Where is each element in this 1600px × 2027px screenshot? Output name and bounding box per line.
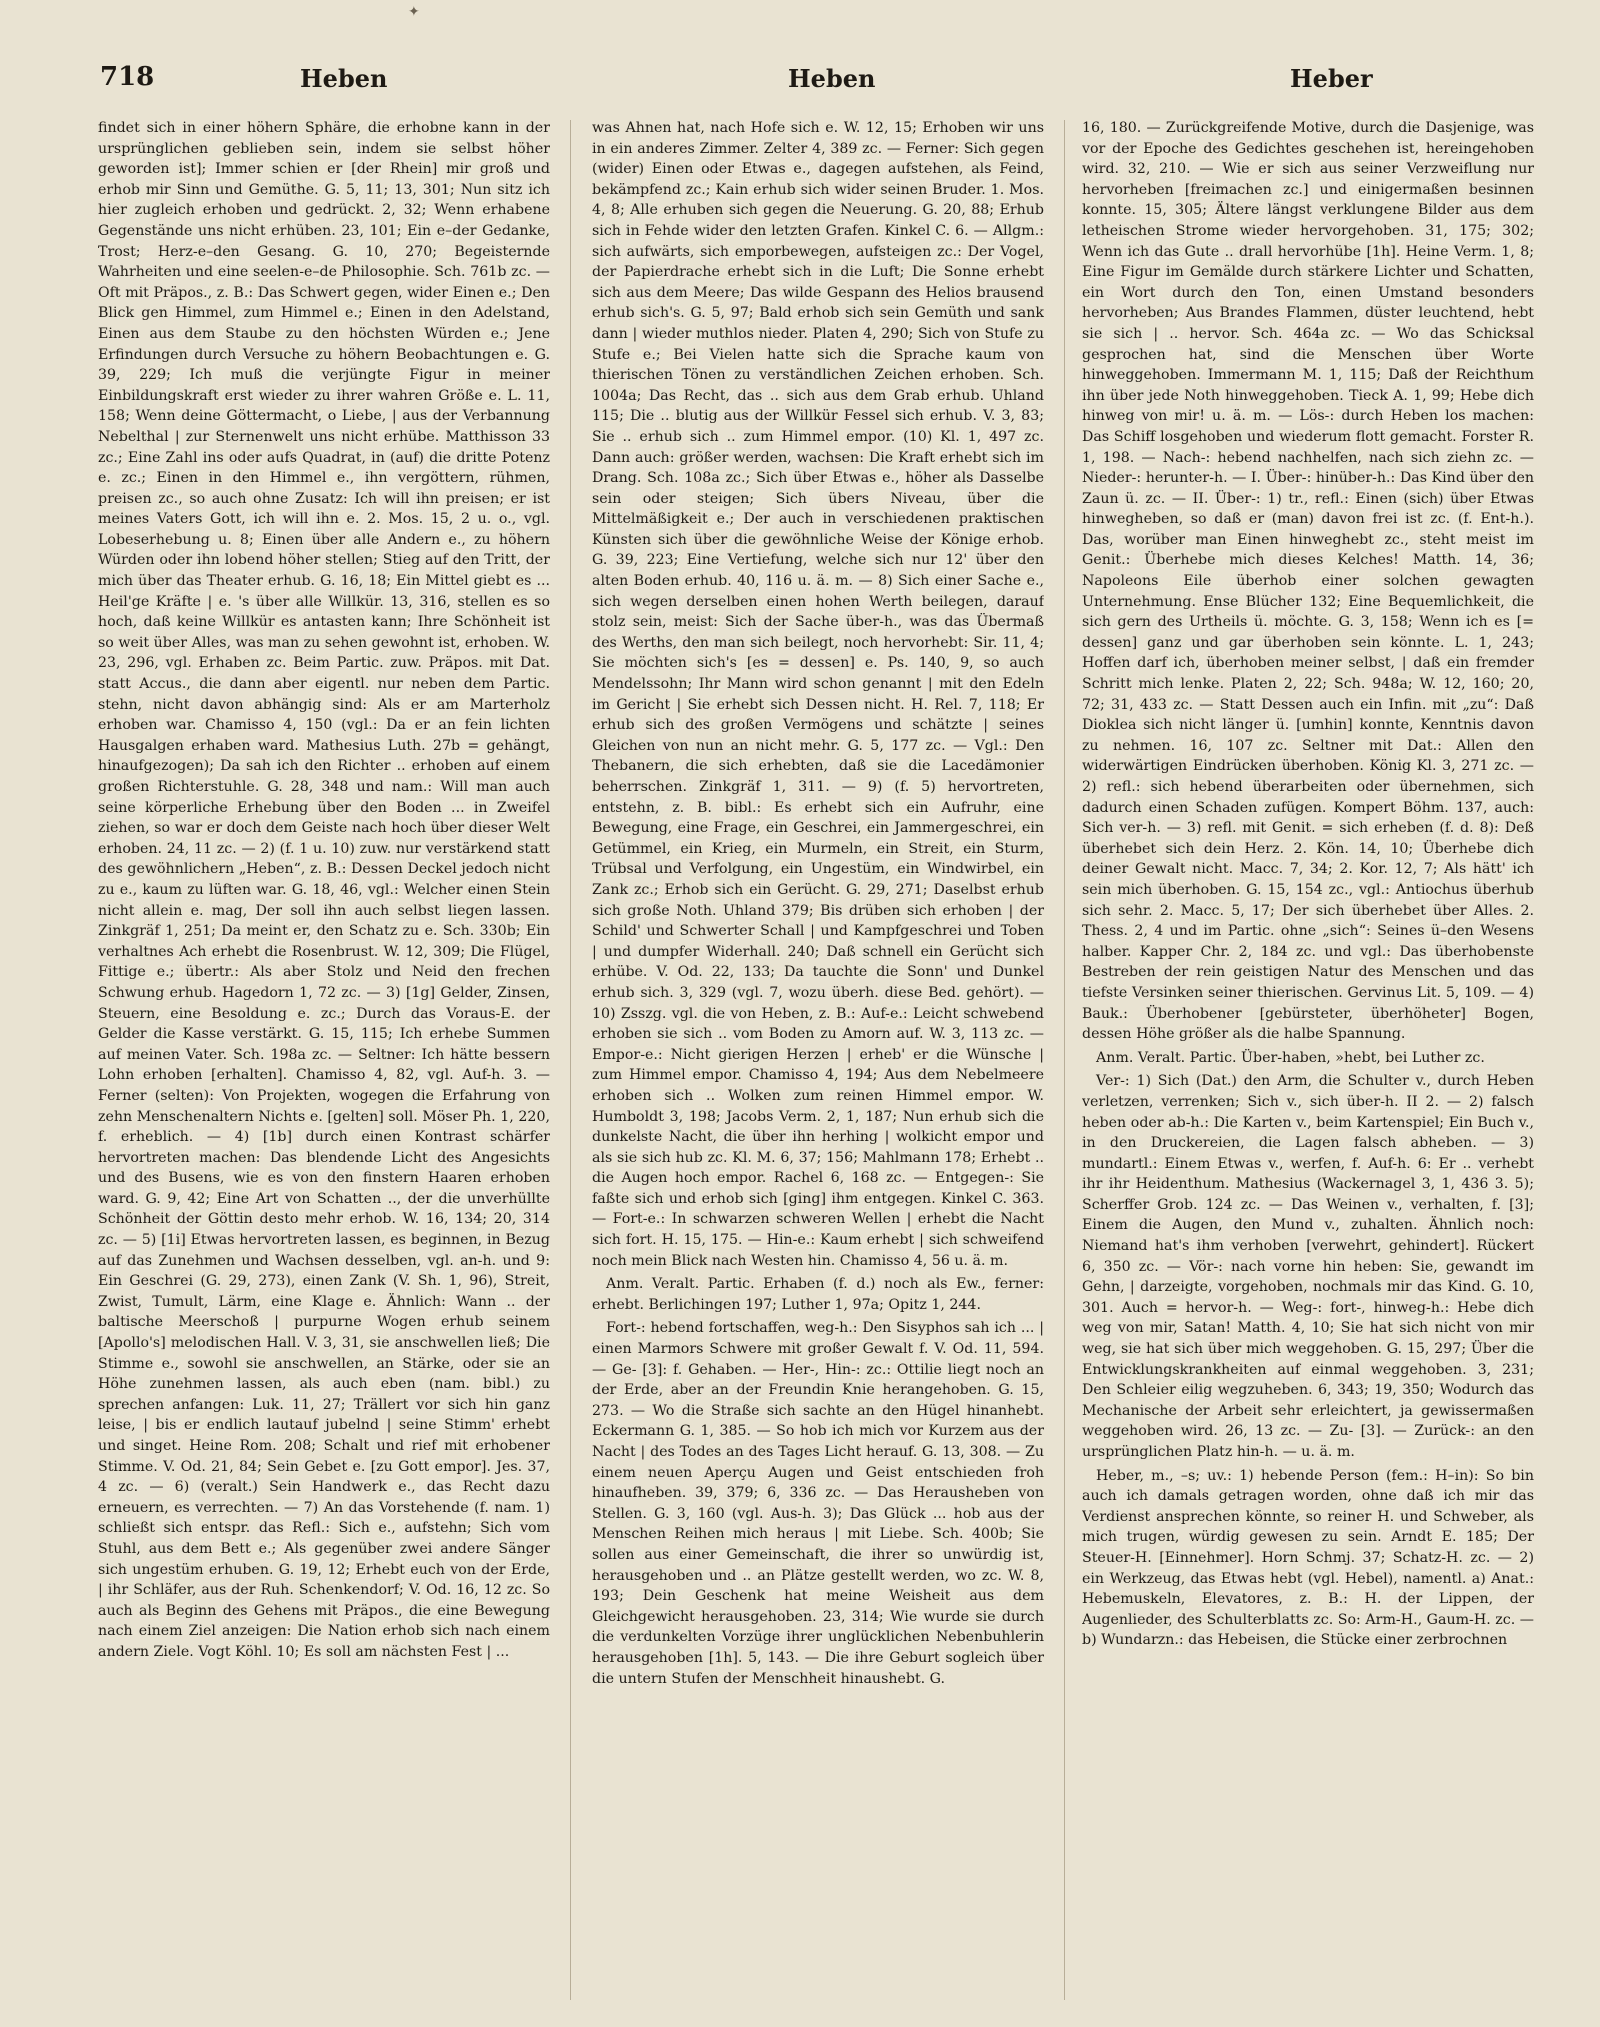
column-divider [570,120,571,2000]
text-column-right [1082,118,1534,2008]
entry-paragraph: findet sich in einer höhern Sphäre, die erhobne kann in der ursprünglichen geblieben sein, indem sie selbst höher geworden ist]; Immer schien er [der Rhein] mir groß und erhob mir Sinn und Gemüthe. G. 5, 11; 13, 301; Nun sitz ich hier zugleich erhoben und gedrückt. 2, 32; Wenn erhabene Gegenstände uns nicht erhüben. 23, 101; Ein e–der Gedanke, Trost; Herz-e–den Gesang. G. 10, 270; Begeisternde Wahrheiten und eine seelen-e–de Philosophie. Sch. 761b zc. — Oft mit Präpos., z. B.: Das Schwert gegen, wider Einen e.; Den Blick gen Himmel, zum Himmel e.; Einen in den Adelstand, Einen aus dem Staube zu den höchsten Würden e.; Jene Erfindungen durch Versuche zu höhern Beobachtungen e. G. 39, 229; Ich muß die verjüngte Figur in meiner Einbildungskraft erst wieder zu ihrer wahren Größe e. L. 11, 158; Wenn deine Göttermacht, o Liebe, | aus der Verbannung Nebelthal | zur Sternenwelt uns nicht erhübe. Matthisson 33 zc.; Eine Zahl ins oder aufs Quadrat, in (auf) die dritte Potenz e. zc.; Einen in den Himmel e., ihn vergöttern, rühmen, preisen zc., so auch ohne Zusatz: Ich will ihn preisen; er ist meines Vaters Gott, ich will ihn e. 2. Mos. 15, 2 u. o., vgl. Lobeserhebung u. 8; Einen über alle Andern e., zu höhern Würden oder ihn lobend höher stellen; Stieg auf den Tritt, der mich über das Theater erhub. G. 16, 18; Ein Mittel giebt es ... Heil'ge Kräfte | e. 's über alle Willkür. 13, 316, stellen es so hoch, daß keine Willkür es antasten kann; Ihre Schönheit ist so weit über Alles, was man zu sehen gewohnt ist, erhoben. W. 23, 296, vgl. Erhaben zc. Beim Partic. zuw. Präpos. mit Dat. statt Accus., die dann aber eigentl. nur neben dem Partic. stehn, nicht davon abhängig sind: Als er am Marterholz erhoben war. Chamisso 4, 150 (vgl.: Da er an fein lichten Hausgalgen erhaben ward. Mathesius Luth. 27b = gehängt, hinaufgezogen); Da sah ich den Richter .. erhoben auf einem großen Richterstuhle. G. 28, 348 und nam.: Will man auch seine körperliche Erhebung über den Boden ... in Zweifel ziehen, so war er doch dem Geiste nach hoch über dieser Welt erhoben. 24, 11 zc. — 2) (f. 1 u. 10) zuw. nur verstärkend statt des gewöhnlichern „Heben“, z. B.: Dessen Deckel jedoch nicht zu e., kaum zu lüften war. G. 18, 46, vgl.: Welcher einen Stein nicht allein e. mag, Der soll ihn auch selbst liegen lassen. Zinkgräf 1, 251; Da meint er, den Schatz zu e. Sch. 330b; Ein verhaltnes Ach erhebt die Rosenbrust. W. 12, 309; Die Flügel, Fittige e.; übertr.: Als aber Stolz und Neid den frechen Schwung erhub. Hagedorn 1, 72 zc. — 3) [1g] Gelder, Zinsen, Steuern, eine Besoldung e. zc.; Durch das Voraus-E. der Gelder die Kasse verstärkt. G. 15, 115; Ich erhebe Summen auf meinen Vater. Sch. 198a zc. — Seltner: Ich hätte bessern Lohn erhoben [erhalten]. Chamisso 4, 82, vgl. Auf-h. 3. — Ferner (selten): Von Projekten, wogegen die Erfahrung von zehn Menschenaltern Nichts e. [gelten] soll. Möser Ph. 1, 220, f. erheblich. — 4) [1b] durch einen Kontrast schärfer hervortreten machen: Das blendende Licht des Angesichts und des Busens, wie es von den finstern Haaren erhoben ward. G. 9, 42; Eine Art von Schatten .., der die unverhüllte Schönheit der Göttin desto mehr erhob. W. 16, 134; 20, 314 zc. — 5) [1i] Etwas hervortreten lassen, es beginnen, in Bezug auf das Zunehmen und Wachsen desselben, vgl. an-h. und 9: Ein Geschrei (G. 29, 273), einen Zank (V. Sh. 1, 96), Streit, Zwist, Tumult, Lärm, eine Klage e. Ähnlich: Wann .. der baltische Meerschoß | purpurne Wogen erhub seinem [Apollo's] melodischen Hall. V. 3, 31, sie anschwellen ließ; Die Stimme e., sowohl sie anschwellen, an Stärke, oder sie an Höhe zunehmen lassen, als auch eben (nam. bibl.) zu sprechen anfangen: Luk. 11, 27; Trällert vor sich hin ganz leise, | bis er endlich lautauf jubelnd | seine Stimm' erhebt und singet. Heine Rom. 208; Schalt und rief mit erhobener Stimme. V. Od. 21, 84; Sein Gebet e. [zu Gott empor]. Jes. 37, 4 zc. — 6) (veralt.) Sein Handwerk e., das Recht dazu erneuern, es verrechten. — 7) An das Vorstehende (f. nam. 1) schließt sich entspr. das Refl.: Sich e., aufstehn; Sich vom Stuhl, aus dem Bett e.; Als gegenüber zwei andere Sänger sich ungestüm erhuben. G. 19, 12; Erhebt euch von der Erde, | ihr Schläfer, aus der Ruh. Schenkendorf; V. Od. 16, 12 zc. So auch als Beginn des Gehens mit Präpos., die eine Bewegung nach einem Ziel anzeigen: Die Nation erhob sich nach einem andern Ziele. Vogt Köhl. 10; Es soll am nächsten Fest | ... [98,120,550,1660]
page-number: 718 [100,62,155,92]
entry-paragraph: 16, 180. — Zurückgreifende Motive, durch die Dasjenige, was vor der Epoche des Gedichtes geschehen ist, hereingehoben wird. 32, 210. — Wie er sich aus seiner Verzweiflung nur hervorheben [freimachen zc.] und einigermaßen besinnen konnte. 15, 305; Ältere längst verklungene Bilder aus dem letheischen Strome wieder hervorgehoben. 31, 175; 302; Wenn ich das Gute .. drall hervorhübe [1h]. Heine Verm. 1, 8; Eine Figur im Gemälde durch stärkere Lichter und Schatten, ein Wort durch den Ton, einen Umstand besonders hervorheben; Aus Brandes Flammen, düster leuchtend, hebt sie sich | .. hervor. Sch. 464a zc. — Wo das Schicksal gesprochen hat, sind die Menschen über Worte hinweggehoben. Immermann M. 1, 115; Daß der Reichthum ihn über jede Noth hinweggehoben. Tieck A. 1, 99; Hebe dich hinweg von mir! u. ä. m. — Lös-: durch Heben los machen: Das Schiff losgehoben und wiederum flott gemacht. Forster R. 1, 198. — Nach-: hebend nachhelfen, nach sich ziehn zc. — Nieder-: herunter-h. — I. Über-: hinüber-h.: Das Kind über den Zaun ü. zc. — II. Über-: 1) tr., refl.: Einen (sich) über Etwas hinwegheben, so daß er (man) davon frei ist zc. (f. Ent-h.). Das, worüber man Einen hinweghebt zc., steht meist im Genit.: Überhebe mich dieses Kelches! Matth. 14, 36; Napoleons Eile überhob einer solchen gewagten Unternehmung. Ense Blücher 132; Eine Bequemlichkeit, die sich gern des Urtheils ü. möchte. G. 3, 158; Wenn ich es [= dessen] ganz und gar überhoben sein könnte. L. 1, 243; Hoffen darf ich, überhoben meiner selbst, | daß ein fremder Schritt mich lenke. Platen 2, 22; Sch. 948a; W. 12, 160; 20, 72; 31, 433 zc. — Statt Dessen auch ein Infin. mit „zu“: Daß Dioklea sich nicht länger ü. [umhin] konnte, Kenntnis davon zu nehmen. 16, 107 zc. Seltner mit Dat.: Allen den widerwärtigen Eindrücken überhoben. König Kl. 3, 271 zc. — 2) refl.: sich hebend überarbeiten oder übernehmen, sich dadurch einen Schaden zufügen. Kompert Böhm. 137, auch: Sich ver-h. — 3) refl. mit Genit. = sich erheben (f. d. 8): Deß überhebet sich dein Herz. 2. Kön. 14, 10; Überhebe dich deiner Gewalt nicht. Macc. 7, 34; 2. Kor. 12, 7; Als hätt' ich sein mich überhoben. G. 15, 154 zc., vgl.: Antiochus überhub sich sehr. 2. Macc. 5, 17; Der sich überhebet über Alles. 2. Thess. 2, 4 und im Partic. ohne „sich“: Seines ü–den Wesens halber. Kapper Chr. 2, 184 zc. und vgl.: Das überhobenste Bestreben der rein geistigen Natur des Menschen und das tiefste Versinken seiner thierischen. Gervinus Lit. 5, 109. — 4) Bauk.: Überhobener [gebürsteter, überhöheter] Bogen, dessen Höhe größer als die halbe Spannung. [1082,120,1534,1043]
entry-paragraph: Ver-: 1) Sich (Dat.) den Arm, die Schulter v., durch Heben verletzen, verrenken; Sich v., sich über-h. II 2. — 2) falsch heben oder ab-h.: Die Karten v., beim Kartenspiel; Ein Buch v., in den Druckereien, die Lagen falsch abheben. — 3) mundartl.: Einem Etwas v., werfen, f. Auf-h. 6: Er .. verhebt ihr ihr Heidenthum. Mathesius (Wackernagel 3, 1, 436 3. 5); Scherffer Grob. 124 zc. — Das Weinen v., verhalten, f. [3]; Einem die Augen, den Mund v., zuhalten. Ähnlich noch: Niemand hat's ihm verhoben [verwehrt, gehindert]. Rückert 6, 350 zc. — Vör-: nach vorne hin heben: Sie, gewandt im Gehn, | darzeigte, vorgehoben, nochmals mir das Kind. G. 10, 301. Auch = hervor-h. — Weg-: fort-, hinweg-h.: Hebe dich weg von mir, Satan! Matth. 4, 10; Sie hat sich nicht von mir weg, sie hat sich über mich weggehoben. G. 15, 297; Über die Entwicklungskrankheiten auf einmal weggehoben. 3, 231; Den Schleier eilig wegzuheben. 6, 343; 19, 350; Wodurch das Mechanische der Arbeit sehr erleichtert, ja gewissermaßen weggehoben wird. 26, 13 zc. — Zu- [3]. — Zurück-: an den ursprünglichen Platz hin-h. — u. ä. m. [1082,1073,1534,1460]
running-headword-center: Heben [788,64,876,93]
entry-paragraph: Fort-: hebend fortschaffen, weg-h.: Den Sisyphos sah ich ... | einen Marmors Schwere mit großer Gewalt f. V. Od. 11, 594. — Ge- [3]: f. Gehaben. — Her-, Hin-: zc.: Ottilie liegt noch an der Erde, aber an der Freundin Knie herangehoben. G. 15, 273. — Wo die Straße sich sachte an den Hügel hinanhebt. Eckermann G. 1, 385. — So hob ich mich vor Kurzem aus der Nacht | des Todes an des Tages Licht herauf. G. 13, 308. — Zu einem neuen Aperçu Augen und Geist entschieden froh hinaufheben. 39, 379; 6, 336 zc. — Das Herausheben von Stellen. G. 3, 160 (vgl. Aus-h. 3); Das Glück ... hob aus der Menschen Reihen mich heraus | mit Liebe. Sch. 400b; Sie sollen aus einer Gemeinschaft, die ihrer so unwürdig ist, herausgehoben und .. an Plätze gestellt werden, wo zc. W. 8, 193; Dein Geschenk hat meine Weisheit aus dem Gleichgewicht herausgehoben. 23, 314; Wie wurde sie durch die verdunkelten Vorzüge ihrer unglücklichen Nebenbuhlerin herausgehoben [1h]. 5, 143. — Die ihre Geburt sogleich über die untern Stufen der Menschheit hinaushebt. G. [592,1320,1044,1687]
note-paragraph: Anm. Veralt. Partic. Über-haben, »hebt, bei Luther zc. [1096,1049,1485,1066]
note-paragraph: Anm. Veralt. Partic. Erhaben (f. d.) noch als Ew., ferner: erhebt. Berlichingen 197; Luther 1, 97a; Opitz 1, 244. [592,1276,1044,1313]
print-mark: ✦ [408,4,420,20]
column-divider [1064,120,1065,2000]
text-column-left [98,118,550,2008]
running-headword-left: Heben [300,64,388,93]
headword-entry: Heber, m., –s; uv.: 1) hebende Person (fem.: H–in): So bin auch ich damals getragen worden, ohne daß ich mir das Verdienst ansprechen könnte, so reiner H. und Schweber, als mich trugen, würdig gewesen zu sein. Arndt E. 185; Der Steuer-H. [Einnehmer]. Horn Schmj. 37; Schatz-H. zc. — 2) ein Werkzeug, das Etwas hebt (vgl. Hebel), namentl. a) Anat.: Hebemuskeln, Elevatores, z. B.: H. der Lippen, der Augenlieder, des Schulterblatts zc. So: Arm-H., Gaum-H. zc. — b) Wundarzn.: das Hebeisen, die Stücke einer zerbrochnen [1082,1467,1534,1649]
text-column-middle [592,118,1044,2008]
entry-paragraph: was Ahnen hat, nach Hofe sich e. W. 12, 15; Erhoben wir uns in ein anderes Zimmer. Zelter 4, 389 zc. — Ferner: Sich gegen (wider) Einen oder Etwas e., dagegen aufstehen, als Feind, bekämpfend zc.; Kain erhub sich wider seinen Bruder. 1. Mos. 4, 8; Alle erhuben sich gegen die Neuerung. G. 20, 88; Erhub sich in Fehde wider den letzten Grafen. Kinkel C. 6. — Allgm.: sich aufwärts, sich emporbewegen, aufsteigen zc.: Der Vogel, der Papierdrache erhebt sich in die Luft; Die Sonne erhebt sich aus dem Meere; Das wilde Gespann des Helios brausend erhub sich's. G. 5, 97; Bald erhob sich sein Gemüth und sank dann | wieder muthlos nieder. Platen 4, 290; Sich von Stufe zu Stufe e.; Bei Vielen hatte sich die Sprache kaum von thierischen Tönen zu verständlichen Zeichen erhoben. Sch. 1004a; Das Recht, das .. sich aus dem Grab erhub. Uhland 115; Die .. blutig aus der Willkür Fessel sich erhub. V. 3, 83; Sie .. erhub sich .. zum Himmel empor. (10) Kl. 1, 497 zc. Dann auch: größer werden, wachsen: Die Kraft erhebt sich im Drang. Sch. 108a zc.; Sich über Etwas e., höher als Dasselbe sein oder steigen; Sich übers Niveau, über die Mittelmäßigkeit e.; Der auch in verschiedenen praktischen Künsten sich über die gewöhnliche Weise der Könige erhob. G. 39, 223; Eine Vertiefung, welche sich nur 12' über den alten Boden erhub. 40, 116 u. ä. m. — 8) Sich einer Sache e., sich wegen derselben einen hohen Werth beilegen, darauf stolz sein, meist: Sich der Sache über-h., was das Übermaß des Werths, den man sich beilegt, noch hervorhebt: Sir. 11, 4; Sie möchten sich's [es = dessen] e. Ps. 140, 9, so auch Mendelssohn; Ihr Mann wird schon genannt | mit den Edeln im Gericht | Sie erhebt sich Dessen nicht. H. Rel. 7, 118; Er erhub sich des großen Vermögens und schätzte | seines Gleichen von nun an nicht mehr. G. 5, 177 zc. — Vgl.: Den Thebanern, die sich erhebten, daß sie die Lacedämonier beherrschen. Zinkgräf 1, 311. — 9) (f. 5) hervortreten, entstehn, z. B. bibl.: Es erhebt sich ein Aufruhr, eine Bewegung, eine Frage, ein Geschrei, ein Jammergeschrei, ein Getümmel, ein Krieg, ein Murmeln, ein Streit, ein Sturm, Trübsal und Verfolgung, ein Ungestüm, ein Windwirbel, ein Zank zc.; Erhob sich ein Gerücht. G. 29, 271; Daselbst erhub sich große Noth. Uhland 379; Bis drüben sich erhoben | der Schild' und Schwerter Schall | und Kampfgeschrei und Toben | und dumpfer Widerhall. 240; Daß schnell ein Gerücht sich erhübe. V. Od. 22, 133; Da tauchte die Sonn' und Dunkel erhub sich. 3, 329 (vgl. 7, wozu überh. diese Bed. gehört). — 10) Zsszg. vgl. die von Heben, z. B.: Auf-e.: Leicht schwebend erhoben sie sich .. vom Boden zu Amorn auf. W. 3, 113 zc. — Empor-e.: Nicht gierigen Herzen | erheb' er die Wünsche | zum Himmel empor. Chamisso 4, 194; Aus dem Nebelmeere erhoben sich .. Wolken zum reinen Himmel empor. W. Humboldt 3, 198; Jacobs Verm. 2, 1, 187; Nun erhub sich die dunkelste Nacht, die über ihn herhing | wolkicht empor und als sie sich hub zc. Kl. M. 6, 37; 156; Mahlmann 178; Erhebt .. die Augen hoch empor. Rachel 6, 168 zc. — Entgegen-: Sie faßte sich und erhob sich [ging] ihm entgegen. Kinkel C. 363. — Fort-e.: In schwarzen schweren Wellen | erhebt die Nacht sich fort. H. 15, 175. — Hin-e.: Kaum erhebt | sich schweifend noch mein Blick nach Westen hin. Chamisso 4, 56 u. ä. m. [592,120,1044,1269]
running-headword-right: Heber [1290,64,1373,93]
